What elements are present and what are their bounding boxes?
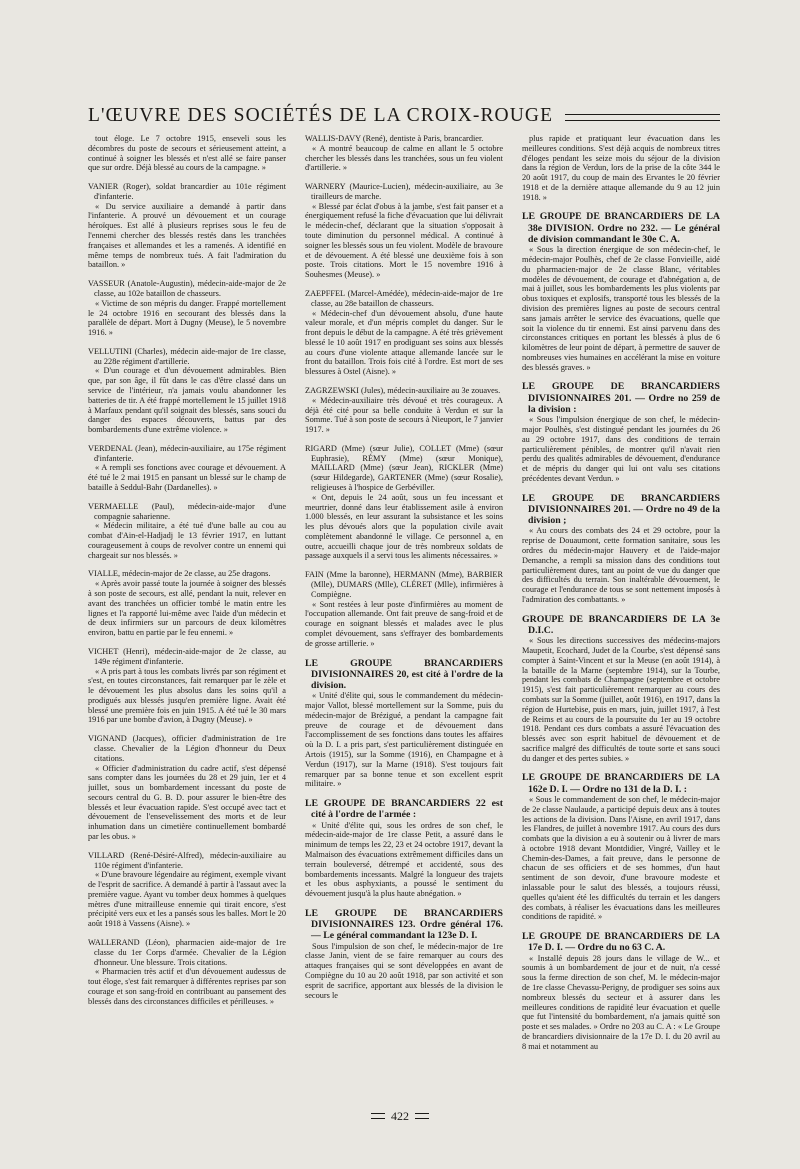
- citation-heading: VANIER (Roger), soldat brancardier au 101e régiment d'infanterie.: [88, 182, 286, 201]
- group-heading: LE GROUPE DE BRANCARDIERS DIVISIONNAIRES 123. Ordre général 176. — Le général commandant la 123e D. I.: [305, 907, 503, 942]
- citation-entry: [305, 386, 503, 435]
- citation-entry: [305, 289, 503, 377]
- group-heading: LE GROUPE DE BRANCARDIERS DIVISIONNAIRES 201. — Ordre no 49 de la division ;: [522, 492, 720, 527]
- column-left: [88, 134, 286, 1094]
- citation-heading: ZAEPFFEL (Marcel-Amédée), médecin-aide-major de 1re classe, au 28e bataillon de chasseurs.: [305, 288, 503, 308]
- column-right: [522, 134, 720, 1094]
- citation-entry: [88, 279, 286, 338]
- citation-text: Sous l'impulsion de son chef, le médecin-major de 1re classe Janin, vient de se faire remarquer au cours des attaques françaises qui se sont développées en avant de Compiègne du 10 au 20 août 1918, par son activité et son esprit de sacrifice, apportant aux blessés de la division le secours le: [305, 941, 503, 1000]
- group-heading: LE GROUPE BRANCARDIERS DIVISIONNAIRES 20, est cité à l'ordre de la division.: [305, 657, 503, 692]
- group-heading: LE GROUPE DE BRANCARDIERS DIVISIONNAIRES 201. — Ordre no 259 de la division :: [522, 381, 720, 415]
- citation-heading: VERDENAL (Jean), médecin-auxiliaire, au 175e régiment d'infanterie.: [88, 443, 286, 463]
- footer-right-rule: [415, 1113, 429, 1119]
- citation-entry: [305, 444, 503, 561]
- citation-heading: ZAGRZEWSKI (Jules), médecin-auxiliaire au 3e zouaves.: [305, 385, 501, 395]
- text-columns: [88, 134, 720, 1094]
- citation-text: « A montré beaucoup de calme en allant le 5 octobre chercher les blessés dans les tranchées, sous un feu violent d'artillerie. »: [305, 143, 503, 173]
- citation-text: « Du service auxiliaire a demandé à partir dans l'infanterie. A prouvé un dévouement et un courage héroïques. Est allé à plusieurs reprises sous le feu de l'ennemi chercher des blessés restés dans les tranchées françaises et allemandes et les a ramenés. A identifié en même temps de nombreux tués. A fait l'admiration du bataillon. »: [88, 201, 286, 270]
- citation-entry: [522, 931, 720, 1051]
- citation-text: « Au cours des combats des 24 et 29 octobre, pour la reprise de Douaumont, cette formation sanitaire, sous les ordres du médecin-major Hauvery et de l'aide-major Demanche, a rempli sa mission dans des conditions tout particulièrement dures, tant au point de vue du danger que des difficultés du terrain. Son inaltérable dévouement, le courage et l'endurance de tous se sont nettement imposés à l'admiration des combattants. »: [522, 526, 720, 604]
- citation-text: « A pris part à tous les combats livrés par son régiment et s'est, en toutes circonstances, fait remarquer par le zèle et le dévouement les plus absolus dans les soins qu'il a prodigués aux blessés jusqu'en première ligne. Avait été blessé une première fois en juin 1915. A été tué le 30 mars 1916 par une bombe d'avion, à Dugny (Meuse). »: [88, 666, 286, 725]
- citation-heading: VICHET (Henri), médecin-aide-major de 2e classe, au 149e régiment d'infanterie.: [88, 646, 286, 666]
- citation-text: « Sous l'impulsion énergique de son chef, le médecin-major Poulhès, s'est distingué pendant les journées du 26 au 29 octobre 1917, dans des conditions de terrain particulièrement pénibles, de montrer qu'il n'avait rien perdu des qualités admirables de dévouement, d'endurance et de mépris du danger qui lui ont valu ses citations précédentes devant Verdun. »: [522, 415, 720, 483]
- citation-text: « Médecin-chef d'un dévouement absolu, d'une haute valeur morale, et d'un mépris complet du danger. Sur le front depuis le début de la campagne. A été très grièvement blessé le 10 août 1917 en prodiguant ses soins aux blessés au cours d'une violente attaque allemande lancée sur le front du bataillon. Trois fois cité à l'ordre. Est mort de ses blessures à Ostel (Aisne). »: [305, 308, 503, 377]
- citation-entry: [88, 569, 286, 637]
- citation-text: « A rempli ses fonctions avec courage et dévouement. A été tué le 2 mai 1915 en pansant un blessé sur le champ de bataille à Seddul-Bahr (Dardanelles). »: [88, 463, 286, 492]
- citation-text: « D'un courage et d'un dévouement admirables. Bien que, par son âge, il fût dans le cas d'être classé dans un service de l'intérieur, n'a jamais voulu abandonner les batteries de tir. A été frappé mortellement le 15 juillet 1918 à Marfaux pendant qu'il soignait des blessés, sans souci du danger des espaces découverts, battus par des bombardements d'une extrême violence. »: [88, 366, 286, 435]
- citation-heading: VELLUTINI (Charles), médecin aide-major de 1re classe, au 228e régiment d'artillerie.: [88, 346, 286, 366]
- citation-heading: WARNERY (Maurice-Lucien), médecin-auxiliaire, au 3e tirailleurs de marche.: [305, 182, 503, 201]
- citation-heading: RIGARD (Mme) (sœur Julie), COLLET (Mme) (sœur Euphrasie), RÉMY (Mme) (sœur Monique), MAILLARD (Mme) (sœur Jean), RICKLER (Mme) (sœur Hildegarde), GARTENER (Mme) (sœur Rosalie), religieuses à l'hospice de Gerbéviller.: [305, 443, 503, 492]
- citation-text: « Unité d'élite qui, sous le commandement du médecin-major Vallot, blessé mortellement sur la Somme, puis du médecin-major de Brézigué, a pendant la campagne fait preuve de courage et de dévouement dans l'accomplissement de ses fonctions dans toutes les affaires où la D. I. a pris part, s'est particulièrement distinguée en Artois (1915), sur la Somme (1916), en Champagne et à Verdun (1917), sur la Marne (1918). S'est toujours fait remarquer par sa bonne tenue et son excellent esprit militaire. »: [305, 691, 503, 789]
- header-double-rule: [565, 114, 720, 121]
- citation-text: « Blessé par éclat d'obus à la jambe, s'est fait panser et a énergiquement refusé la fiche d'évacuation que lui délivrait le médecin-chef, déclarant que la situation s'opposait à toute diminution du personnel médical. A continué à soigner les blessés sous un feu violent. Modèle de bravoure et de dévouement. A été blessé une deuxième fois à son poste. Trois citations. Mort le 15 novembre 1916 à Souhesmes (Meuse). »: [305, 201, 503, 280]
- group-heading: LE GROUPE DE BRANCARDIERS DE LA 162e D. I. — Ordre no 131 de la D. I. :: [522, 772, 720, 795]
- citation-heading: FAIN (Mme la baronne), HERMANN (Mme), BARBIER (Mlle), DUMARS (Mlle), CLÉRET (Mlle), infirmières à Compiègne.: [305, 570, 503, 599]
- citation-entry: [305, 658, 503, 790]
- citation-entry: [305, 570, 503, 648]
- citation-text: « Unité d'élite qui, sous les ordres de son chef, le médecin-aide-major de 1re classe Petit, a assuré dans le minimum de temps les 22, 23 et 24 octobre 1917, devant la Malmaison des évacuations extrêmement difficiles dans un terrain bouleversé, détrempé et accidenté, sous des bombardements incessants. Malgré la longueur des trajets et les obus asphyxiants, a poussé le sentiment du dévouement jusqu'à la plus haute abnégation. »: [305, 820, 503, 899]
- citation-text: plus rapide et pratiquant leur évacuation dans les meilleures conditions. S'est déjà acquis de nombreux titres d'éloges pendant les seize mois du séjour de la division dans la région de Verdun, lors de la prise de la côte 344 le 20 août 1917, du coup de main des Ervantes le 20 février 1918 et de la dernière attaque allemande du 9 au 12 juin 1918. »: [522, 134, 720, 202]
- citation-text: « Sous les directions successives des médecins-majors Maupetit, Ecochard, Judet de la Courbe, s'est dépensé sans compter à Saint-Vincent et sur la Meuse (en août 1914), à la bataille de la Marne (septembre 1914), sur la Tourbe, pendant les combats de Champagne (septembre et octobre 1915), s'est fait particulièrement remarquer au cours des combats sur la Somme (juillet, août 1916), en 1917, dans la région de Hurtebise, puis en mars, juin, juillet 1917, à l'est de Reims et au cours de la poursuite du 1er au 19 octobre 1918. Pendant ces durs combats a assuré l'évacuation des blessés avec son esprit habituel de dévouement et de sacrifice malgré des difficultés de toute sorte et sans souci du danger et des pertes subies. »: [522, 636, 720, 763]
- citation-entry: [305, 182, 503, 280]
- citation-entry: [88, 347, 286, 435]
- citation-heading: VIALLE, médecin-major de 2e classe, au 25e dragons.: [88, 569, 271, 579]
- citation-entry: [522, 134, 720, 202]
- citation-text: « Victime de son mépris du danger. Frappé mortellement le 24 octobre 1916 en secourant des blessés dans la parallèle de départ. Mort à Dugny (Meuse), le 5 novembre 1916. »: [88, 298, 286, 338]
- group-heading: LE GROUPE DE BRANCARDIERS 22 est cité à l'ordre de l'armée :: [305, 798, 503, 821]
- citation-heading: VERMAELLE (Paul), médecin-aide-major d'une compagnie saharienne.: [88, 501, 286, 521]
- citation-entry: [88, 938, 286, 1006]
- citation-heading: WALLIS-DAVY (René), dentiste à Paris, brancardier.: [305, 134, 484, 143]
- citation-entry: [522, 211, 720, 372]
- running-header: [88, 104, 720, 128]
- page-number: 422: [391, 1108, 409, 1123]
- citation-entry: [88, 134, 286, 173]
- group-heading: LE GROUPE DE BRANCARDIERS DE LA 38e DIVISION. Ordre no 232. — Le général de division commandant le 30e C. A.: [522, 211, 720, 245]
- citation-entry: [305, 134, 503, 173]
- column-middle: [305, 134, 503, 1094]
- citation-text: « Ont, depuis le 24 août, sous un feu incessant et meurtrier, donné dans leur établissement asile à environ 1.000 blessés, en leur assurant la subsistance et les soins les plus dévoués alors que la population civile avait complètement abandonné le village. Ce personnel a, en outre, accueilli chaque jour de très nombreux soldats de passage auxquels il a servi tous les aliments nécessaires. »: [305, 492, 503, 561]
- citation-text: « Médecin-auxiliaire très dévoué et très courageux. A déjà été cité pour sa belle conduite à Verdun et sur la Somme. Tué à son poste de secours à Nieuport, le 7 janvier 1917. »: [305, 395, 503, 435]
- citation-heading: VIGNAND (Jacques), officier d'administration de 1re classe. Chevalier de la Légion d'honneur du Deux citations.: [88, 734, 286, 763]
- citation-text: « Médecin militaire, a été tué d'une balle au cou au combat d'Ain-el-Hadjadj le 13 février 1917, en luttant courageusement à coups de revolver contre un ennemi qui chargeait sur nos blessés. »: [88, 521, 286, 560]
- citation-text: « D'une bravoure légendaire au régiment, exemple vivant de l'esprit de sacrifice. A demandé à partir à l'assaut avec la première vague. Ayant vu tomber deux hommes à quelques mètres d'une mitrailleuse ennemie qui tirait encore, s'est précipité vers eux et les a pansés sous les balles. Mort le 20 août 1918 à Vassens (Aisne). »: [88, 870, 286, 929]
- citation-entry: [522, 493, 720, 605]
- citation-entry: [88, 444, 286, 493]
- citation-heading: WALLERAND (Léon), pharmacien aide-major de 1re classe du 1er Corps d'armée. Chevalier de la Légion d'honneur. Une blessure. Trois citations.: [88, 938, 286, 967]
- header-title: L'ŒUVRE DES SOCIÉTÉS DE LA CROIX-ROUGE: [88, 105, 554, 126]
- group-heading: LE GROUPE DE BRANCARDIERS DE LA 17e D. I. — Ordre du no 63 C. A.: [522, 931, 720, 954]
- citation-entry: [88, 502, 286, 561]
- citation-entry: [88, 851, 286, 929]
- citation-heading: VASSEUR (Anatole-Augustin), médecin-aide-major de 2e classe, au 102e bataillon de chasseurs.: [88, 279, 286, 298]
- page-footer: [350, 1107, 450, 1125]
- citation-text: « Après avoir passé toute la journée à soigner des blessés à son poste de secours, est allé, pendant la nuit, relever en avant des tranchées un officier tombé le matin entre les lignes et l'a rapporté lui-même avec l'aide d'un médecin et de deux infirmiers sur un parcours de deux kilomètres environ, battu en partie par le feu ennemi. »: [88, 579, 286, 638]
- citation-entry: [522, 614, 720, 764]
- citation-heading: VILLARD (René-Désiré-Alfred), médecin-auxiliaire au 110e régiment d'infanterie.: [88, 850, 286, 870]
- citation-text: « Installé depuis 28 jours dans le village de W... et soumis à un bombardement de jour et de nuit, n'a cessé sous la ferme direction de son chef, M. le médecin-major de 1re classe Chevassu-Perigny, de prodiguer ses soins aux nombreux blessés du secteur et à assurer dans les meilleures conditions de rapidité leur évacuation et quelle que fut l'intensité du bombardement, n'a jamais quitté son poste et ses malades. » Ordre no 203 au C. A : « Le Groupe de brancardiers divisionnaire de la 17e D. I. du 20 avril au 8 mai et notamment au: [522, 953, 720, 1051]
- citation-text: tout éloge. Le 7 octobre 1915, enseveli sous les décombres du poste de secours et sérieusement atteint, a continué à soigner les blessés et n'est allé se faire panser que sur ordre. Déjà blessé au cours de la campagne. »: [88, 134, 286, 173]
- citation-entry: [305, 798, 503, 899]
- citation-text: « Sous la direction énergique de son médecin-chef, le médecin-major Poulhès, chef de 2e classe Fonvieille, aidé du pharmacien-major de 2e classe Blanc, véritables modèles de dévouement, de courage et d'abnégation a, de mai à juillet, sous les bombardements les plus violents par obus toxiques et explosifs, transporté tous les blessés de la division des premières lignes au poste de secours central sans jamais arrêter le service des évacuations, quelle que soit la violence du tir ennemi. Est ainsi parvenu dans des circonstances critiques en portant les blessés à plus de 6 kilomètres de leur point de départ, à permettre de sauver de nombreuses vies humaines en accélérant la mise en voiture des blessés graves. »: [522, 245, 720, 372]
- citation-text: « Sous le commandement de son chef, le médecin-major de 2e classe Naulaude, a participé depuis deux ans à toutes les actions de la division. Dans l'Aisne, en avril 1917, dans les Flandres, de juillet à novembre 1917. Au cours des durs combats que la division a eu à soutenir ou à livrer de mars à octobre 1918 devant Montdidier, Vingré, Vailley et le Chemin-des-Dames, a fait preuve, dans le personne de chacun de ses officiers et de ses hommes, d'un haut sentiment de son devoir, d'une bravoure modeste et inlassable pour le salut des blessés, a toujours réussi, quelles qu'aient été les difficultés du terrain et les dangers des combats, à réaliser les évacuations dans les meilleures conditions de rapidité. »: [522, 794, 720, 922]
- footer-left-rule: [371, 1113, 385, 1119]
- citation-entry: [88, 182, 286, 270]
- citation-text: « Officier d'administration du cadre actif, s'est dépensé sans compter dans les journées du 28 et 29 juin, 1er et 4 juillet, sous un bombardement incessant du poste de secours central du G. B. D. pour assurer le bien-être des blessés et leur évacuation rapide. S'est occupé avec tact et dévouement de l'ensevelissement des morts et de leur inhumation dans un cimetière continuellement bombardé par les obus. »: [88, 763, 286, 841]
- citation-entry: [305, 908, 503, 1000]
- citation-text: « Sont restées à leur poste d'infirmières au moment de l'occupation allemande. Ont fait preuve de sang-froid et de courage en soignant blessés et malades avec le plus complet dévouement, sans s'effrayer des bombardements de grosse artillerie. »: [305, 599, 503, 648]
- citation-entry: [522, 772, 720, 922]
- citation-entry: [88, 647, 286, 725]
- citation-entry: [88, 734, 286, 842]
- group-heading: GROUPE DE BRANCARDIERS DE LA 3e D.I.C.: [522, 613, 720, 636]
- citation-entry: [522, 381, 720, 483]
- citation-text: « Pharmacien très actif et d'un dévouement audessus de tout éloge, s'est fait remarquer à différentes reprises par son courage et son sang-froid en contribuant au pansement des blessés dans des circonstances difficiles et périlleuses. »: [88, 967, 286, 1006]
